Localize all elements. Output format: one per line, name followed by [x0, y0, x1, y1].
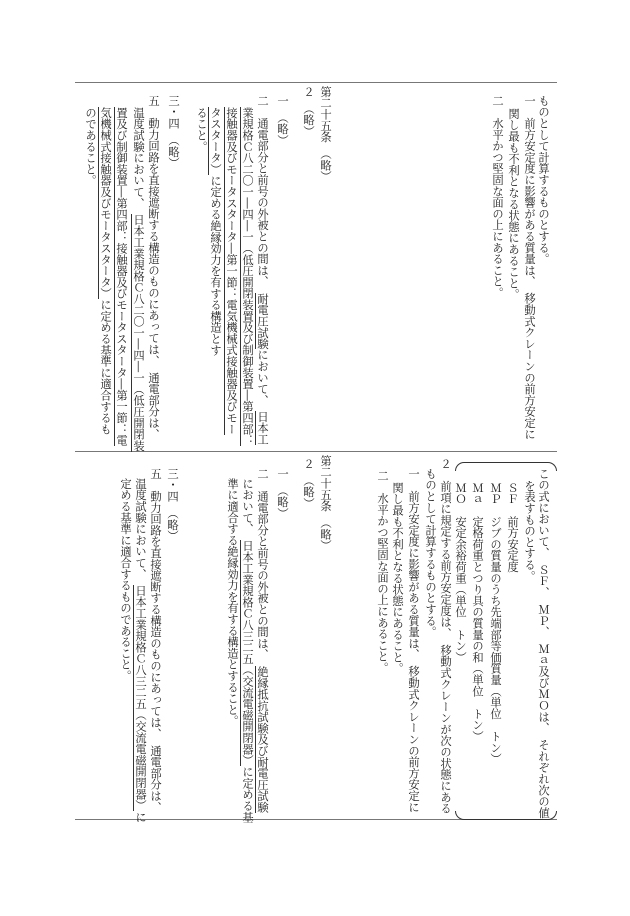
text-line [240, 107, 254, 446]
marked-text: 置及び制御装置―第四部：接触器及びモータスタータ―第一節：電 [115, 107, 128, 446]
middle-rule [75, 451, 557, 452]
marked-text: 日本工業規格Ｃ八三二五（交流電磁開閉器） [241, 540, 254, 767]
items-3-4: 三・四 （略） [166, 468, 179, 542]
item-2: 二 水平かつ堅固な面の上にあること。 [376, 470, 389, 674]
text-line [133, 478, 147, 823]
marked-text: タスタータ） [209, 107, 222, 175]
text-line: 準に適合する絶縁効力を有する構造とすること。 [226, 478, 239, 727]
symbol-mp: ＭＰ ジブの質量のうち先端部等価質量（単位 トン） [489, 482, 502, 765]
symbol-mo: ＭＯ 安定余裕荷重（単位 トン） [454, 482, 467, 663]
item-2: 二 水平かつ堅固な面の上にあること。 [491, 95, 504, 299]
item-1: 一 前方安定度に影響がある質量は、 移動式クレーンの前方安定に [407, 468, 420, 813]
text-line: を表すものとする。 [523, 480, 536, 582]
marked-text: 気機械式接触器及びモータスタータ） [99, 107, 112, 300]
text: に [134, 811, 147, 823]
text-line [98, 107, 112, 435]
text: 温度試験において、 [132, 107, 145, 215]
text-line [240, 478, 254, 823]
item-1: 一 前方安定度に影響がある質量は、 移動式クレーンの前方安定に [523, 95, 536, 440]
text: において、 [241, 478, 254, 541]
top-rule [75, 82, 557, 83]
text-line: 定める基準に適合するものであること。 [119, 478, 132, 682]
item-1: 一 （略） [276, 468, 289, 519]
formula-definition: この式において、 ＳＦ、 ＭＰ、 Ｍａ及びＭＯは、 それぞれ次の値 [537, 468, 550, 819]
symbol-sf: ＳＦ 前方安定度 [506, 482, 519, 573]
paragraph-2: ２ （略） [302, 86, 315, 137]
text-line [114, 107, 128, 446]
text-line: ること。 [195, 107, 208, 153]
marked-text: 接触器及びモータスタータ―第一節：電気機械式接触器及びモー [225, 107, 238, 435]
marked-text: 日本工 [256, 411, 269, 446]
text: 温度試験において、 [134, 478, 147, 586]
text: に定める絶縁効力を有する構造とす [209, 174, 222, 356]
article-heading: 第二十五条 （略） [319, 86, 332, 183]
text-line: のであること。 [84, 107, 97, 187]
marked-text: 耐電圧試験 [256, 292, 269, 350]
text-line: 関し最も不利となる状態にあること。 [507, 108, 520, 301]
marked-text: 日本工業規格Ｃ八二〇一―四―一（低圧開閉装 [132, 214, 145, 452]
article-heading: 第二十五条 （略） [319, 455, 332, 552]
item-5: 五 動力回路を直接遮断する構造のものにあっては、 通電部分は、 [149, 468, 162, 813]
text-line [208, 107, 222, 356]
item-1: 一 （略） [276, 95, 289, 146]
item-2 [255, 468, 269, 813]
item-5: 五 動力回路を直接遮断する構造のものにあっては、 通電部分は、 [147, 95, 160, 440]
text-line: 関し最も不利となる状態にあること。 [391, 482, 404, 675]
text: に定める基 [241, 766, 254, 823]
text: 二 通電部分と前号の外被との間は、 [256, 95, 269, 293]
text-line: ものとして計算するものとする。 [537, 95, 550, 265]
text-line: ものとして計算するものとする。 [424, 468, 437, 638]
text: 二 通電部分と前号の外被との間は、 [256, 468, 269, 666]
text: において、 [256, 349, 269, 412]
items-3-4: 三・四 （略） [167, 95, 180, 169]
paragraph-2: ２ 前項に規定する前方安定度は、 移動式クレーンが次の状態にある [439, 458, 452, 814]
item-2 [255, 95, 269, 445]
marked-text: 日本工業規格Ｃ八三二五（交流電磁開閉器） [134, 585, 147, 812]
symbol-ma: Ｍａ 定格荷重とつり具の質量の和（単位 トン） [471, 482, 484, 742]
marked-text: 業規格Ｃ八二〇一―四―一（低圧開閉装置及び制御装置―第四部： [241, 107, 254, 446]
paragraph-2: ２ （略） [302, 458, 315, 509]
text-line [224, 107, 238, 435]
text-line [131, 107, 145, 452]
marked-text: 絶縁抵抗試験及び耐電圧試験 [256, 665, 269, 813]
text: に定める基準に適合するも [99, 299, 112, 435]
